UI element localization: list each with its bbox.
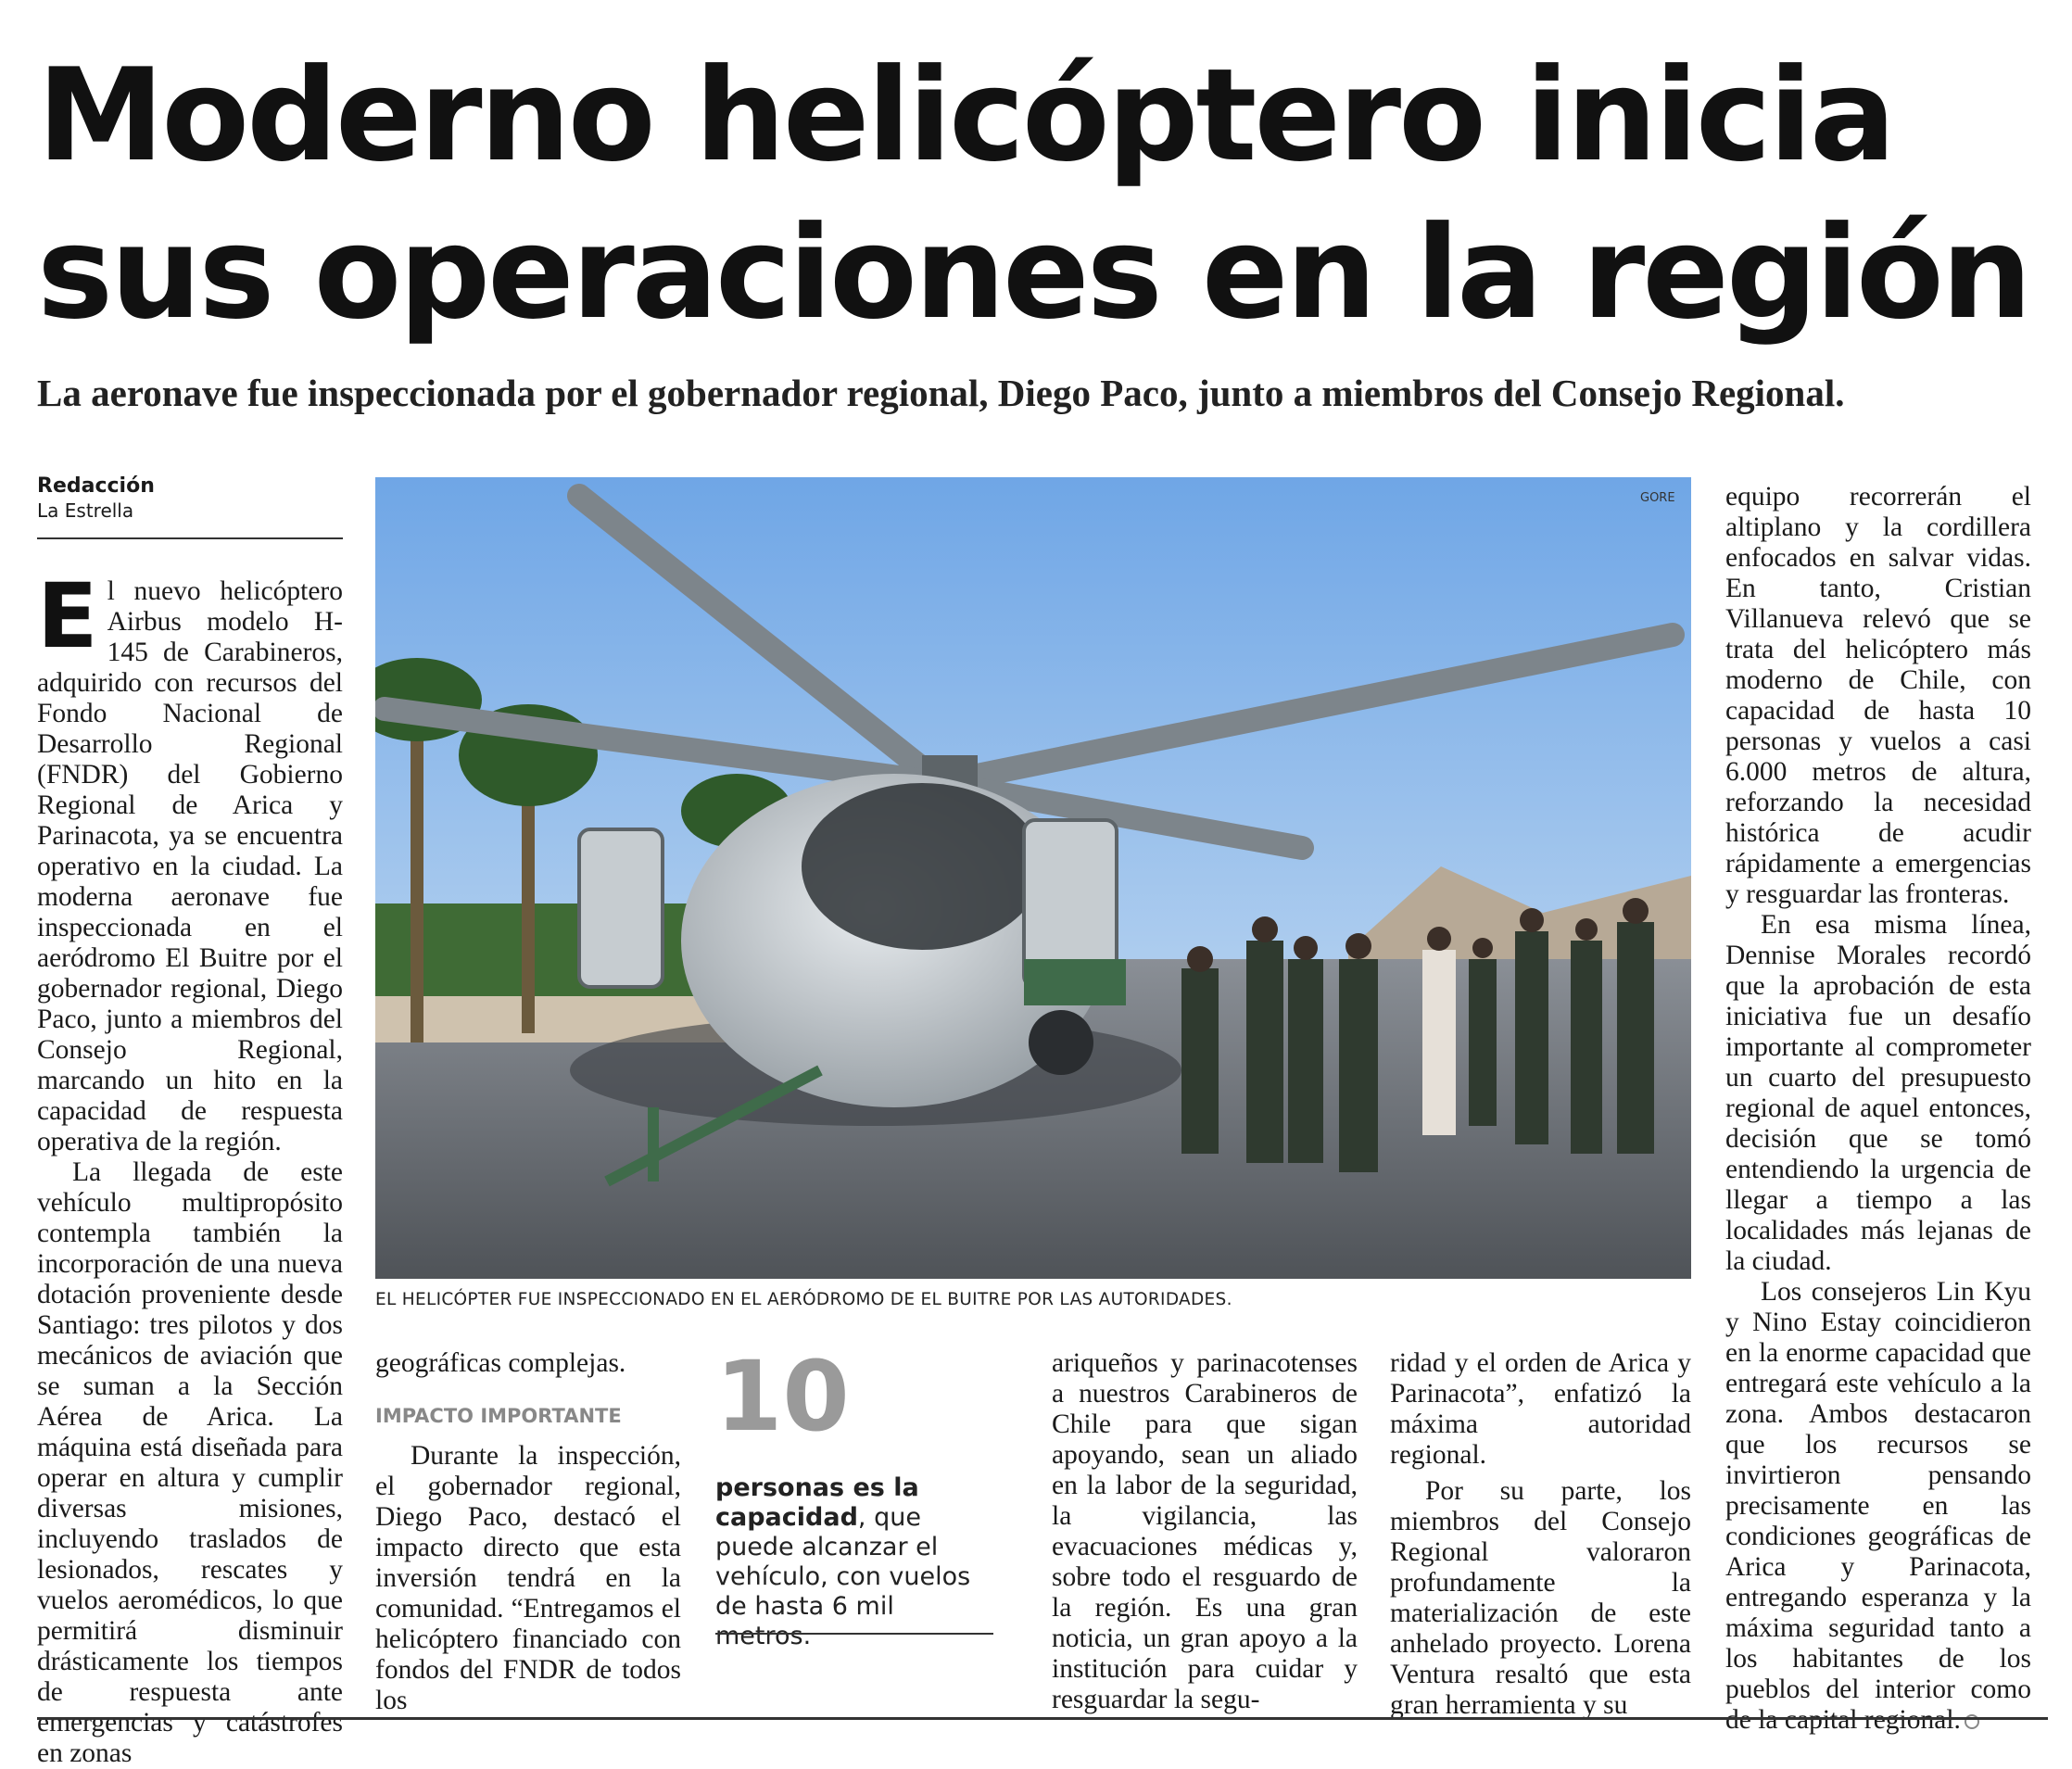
deck: La aeronave fue inspeccionada por el gobernador regional, Diego Paco, junto a miembros del Consejo Regional. (37, 372, 1845, 414)
helicopter-illustration (375, 477, 1691, 1279)
col2-paragraph-1: geográficas complejas. (375, 1348, 626, 1378)
col5-paragraph-2: Por su parte, los miembros del Consejo Regional valoraron profundamente la materialización de este anhelado proyecto. Lorena Ventura resaltó que esta gran herramienta y su (1390, 1476, 1691, 1720)
section-subhead: IMPACTO IMPORTANTE (375, 1405, 622, 1427)
headline: Moderno helicóptero inicia sus operaciones en la región (37, 41, 2030, 347)
col2-paragraph-2: Durante la inspección, el gobernador regional, Diego Paco, destacó el impacto directo que esta inversión tendrá en la comunidad. “Entregamos el helicóptero financiado con fondos del FNDR de todos los (375, 1441, 681, 1715)
byline (37, 474, 343, 522)
bottom-rule (37, 1717, 2048, 1720)
col5-paragraph-1: ridad y el orden de Arica y Parinacota”, enfatizó la máxima autoridad regional. (1390, 1348, 1691, 1470)
fact-rule (715, 1633, 993, 1635)
fact-text (715, 1473, 993, 1651)
col6-paragraph-3: Los consejeros Lin Kyu y Nino Estay coincidieron en la enorme capacidad que entregará este vehículo a la zona. Ambos destacaron que los recursos se invirtieron pensando precisamente en las condiciones geográficas de Arica y Parinacota, entregando esperanza y la máxima seguridad tanto a los habitantes de los pueblos del interior como de la capital regional. (1725, 1277, 2031, 1735)
byline-rule (37, 537, 343, 539)
col4-paragraph-1: ariqueños y parinacotenses a nuestros Carabineros de Chile para que sigan apoyando, sean un aliado en la labor de la seguridad, la vigilancia, las evacuaciones médicas y, sobre todo el resguardo de la región. Es una gran noticia, un gran apoyo a la institución para cuidar y resguardar la segu- (1052, 1348, 1358, 1714)
fact-bold: personas es la capacidad (715, 1473, 919, 1532)
helicopter-photo (375, 477, 1691, 1279)
photo-caption: EL HELICÓPTER FUE INSPECCIONADO EN EL AERÓDROMO DE EL BUITRE POR LAS AUTORIDADES. (375, 1290, 1232, 1309)
byline-outlet: La Estrella (37, 499, 134, 522)
drop-cap: E (37, 564, 98, 668)
column-5 (1390, 1348, 1691, 1721)
column-2 (375, 1348, 681, 1716)
col1-paragraph-1: l nuevo helicóptero Airbus modelo H-145 de Carabineros, adquirido con recursos del Fondo Nacional de Desarrollo Regional (FNDR) del Gobierno Regional de Arica y Parinacota, ya se encuentra operativo en la ciudad. La moderna aeronave fue inspeccionada en el aeródromo El Buitre por el gobernador regional, Diego Paco, junto a miembros del Consejo Regional, marcando un hito en la capacidad de respuesta operativa de la región. (37, 576, 343, 1156)
fact-body: , que puede alcanzar el vehículo, con vuelos de hasta 6 mil metros. (715, 1503, 971, 1650)
column-4 (1052, 1348, 1358, 1715)
col6-paragraph-2: En esa misma línea, Dennise Morales recordó que la aprobación de esta iniciativa fue un desafío importante al comprometer un cuarto del presupuesto regional de aquel entonces, decisión que se tomó entendiendo la urgencia de llegar a tiempo a las localidades más lejanas de la ciudad. (1725, 910, 2031, 1276)
column-1 (37, 564, 343, 1769)
col1-paragraph-2: La llegada de este vehículo multipropósito contempla también la incorporación de una nueva dotación proveniente desde Santiago: tres pilotos y dos mecánicos de aviación que se suman a la Sección Aérea de Arica. La máquina está diseñada para operar en altura y cumplir diversas misiones, incluyendo traslados de lesionados, rescates y vuelos aeromédicos, lo que permitirá disminuir drásticamente los tiempos de respuesta ante emergencias y catástrofes en zonas (37, 1157, 343, 1768)
photo-credit: GORE (1640, 491, 1675, 505)
column-6 (1725, 482, 2031, 1736)
fact-number: 10 (715, 1340, 850, 1453)
byline-author: Redacción (37, 474, 155, 498)
col6-paragraph-1: equipo recorrerán el altiplano y la cordillera enfocados en salvar vidas. En tanto, Cristian Villanueva relevó que se trata del helicóptero más moderno de Chile, con capacidad de hasta 10 personas y vuelos a casi 6.000 metros de altura, reforzando la necesidad histórica de acudir rápidamente a emergencias y resguardar las fronteras. (1725, 482, 2031, 909)
